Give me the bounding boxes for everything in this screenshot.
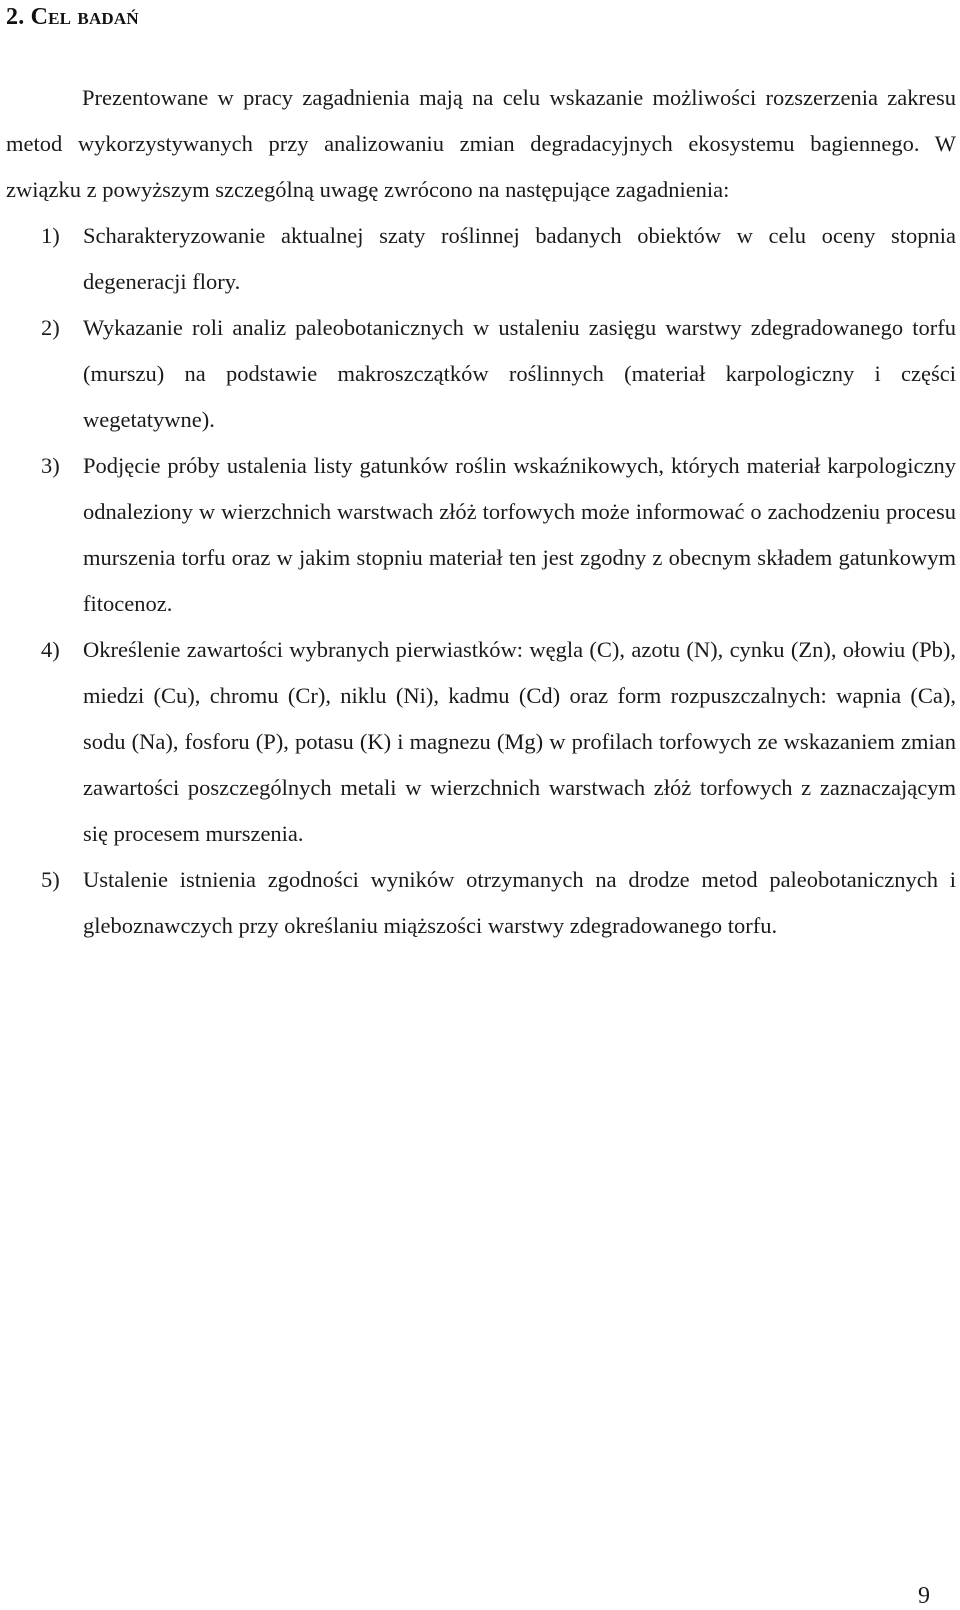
objectives-list: [6, 213, 956, 949]
list-item: [6, 443, 956, 627]
list-item-text: Ustalenie istnienia zgodności wyników otrzymanych na drodze metod paleobotanicznych i gleboznawczych przy określaniu miąższości warstwy zdegradowanego torfu.: [83, 867, 956, 938]
list-item-number: 1): [41, 223, 60, 248]
list-item: [6, 857, 956, 949]
section-heading: [6, 0, 139, 34]
list-item: [6, 305, 956, 443]
list-item-number: 2): [41, 315, 60, 340]
list-item: [6, 213, 956, 305]
section-body: [6, 75, 956, 949]
list-item: [6, 627, 956, 857]
intro-paragraph: Prezentowane w pracy zagadnienia mają na celu wskazanie możliwości rozszerzenia zakresu metod wykorzystywanych przy analizowaniu zmian degradacyjnych ekosystemu bagiennego. W związku z powyższym szczególną uwagę zwrócono na następujące zagadnienia:: [6, 85, 956, 202]
page-number: 9: [918, 1583, 930, 1609]
section-number: 2.: [6, 4, 25, 30]
list-item-number: 5): [41, 867, 60, 892]
list-item-number: 3): [41, 453, 60, 478]
list-item-text: Określenie zawartości wybranych pierwiastków: węgla (C), azotu (N), cynku (Zn), ołowiu (Pb), miedzi (Cu), chromu (Cr), niklu (Ni), kadmu (Cd) oraz form rozpuszczalnych: wapnia (Ca), sodu (Na), fosforu (P), potasu (K) i magnezu (Mg) w profilach torfowych ze wskazaniem zmian zawartości poszczególnych metali w wierzchnich warstwach złóż torfowych z zaznaczającym się procesem murszenia.: [83, 637, 956, 846]
list-item-text: Podjęcie próby ustalenia listy gatunków roślin wskaźnikowych, których materiał karpologiczny odnaleziony w wierzchnich warstwach złóż torfowych może informować o zachodzeniu procesu murszenia torfu oraz w jakim stopniu materiał ten jest zgodny z obecnym składem gatunkowym fitocenoz.: [83, 453, 956, 616]
list-item-number: 4): [41, 637, 60, 662]
list-item-text: Scharakteryzowanie aktualnej szaty roślinnej badanych obiektów w celu oceny stopnia degeneracji flory.: [83, 223, 956, 294]
section-title: Cel badań: [30, 4, 139, 30]
list-item-text: Wykazanie roli analiz paleobotanicznych w ustaleniu zasięgu warstwy zdegradowanego torfu (murszu) na podstawie makroszczątków roślinnych (materiał karpologiczny i części wegetatywne).: [83, 315, 956, 432]
